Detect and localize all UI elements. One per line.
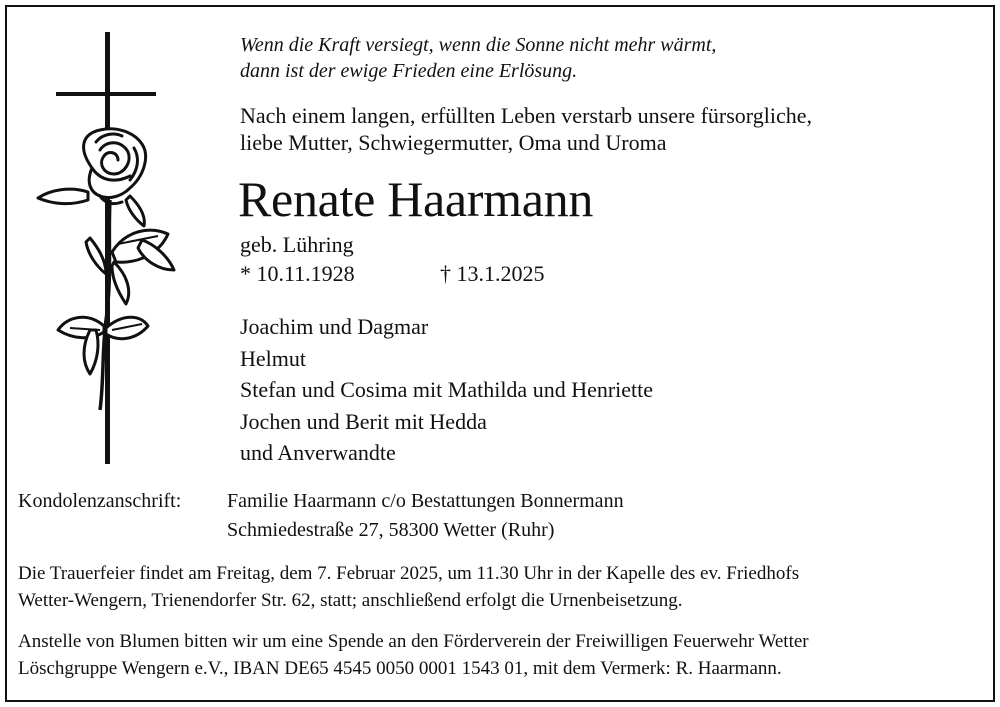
donation-line-2: Löschgruppe Wengern e.V., IBAN DE65 4545 0050 0001 1543 01, mit dem Vermerk: R. Haarmann. [18,658,782,679]
funeral-line-1: Die Trauerfeier findet am Freitag, dem 7. Februar 2025, um 11.30 Uhr in der Kapelle des ev. Friedhofs [18,563,800,584]
list-item: Joachim und Dagmar [240,314,429,339]
condolence-label: Kondolenzanschrift: [18,490,182,512]
birth-date: * 10.11.1928 [240,261,355,286]
condolence-line-1: Familie Haarmann c/o Bestattungen Bonnermann [227,490,624,512]
birth-name: geb. Lühring [240,232,354,257]
intro-line-2: liebe Mutter, Schwiegermutter, Oma und Uroma [240,130,667,155]
condolence-line-2: Schmiedestraße 27, 58300 Wetter (Ruhr) [227,519,555,541]
mourners-list [240,311,653,469]
funeral-line-2: Wetter-Wengern, Trienendorfer Str. 62, statt; anschließend erfolgt die Urnenbeisetzung. [18,590,683,611]
list-item: Stefan und Cosima mit Mathilda und Henriette [240,377,654,402]
intro-text [240,102,812,156]
donation-info [18,628,809,682]
condolence-address [227,487,624,545]
list-item: Helmut [240,345,306,371]
death-date: † 13.1.2025 [440,261,545,286]
list-item: und Anverwandte [240,440,396,465]
donation-line-1: Anstelle von Blumen bitten wir um eine Spende an den Förderverein der Freiwilligen Feuerwehr Wetter [18,631,809,652]
cross-with-rose-icon [30,30,190,470]
list-item: Jochen und Berit mit Hedda [240,408,487,434]
life-dates [240,260,545,288]
deceased-name: Renate Haarmann [238,171,594,227]
motto-line-1: Wenn die Kraft versiegt, wenn die Sonne nicht mehr wärmt, [240,34,717,56]
funeral-info [18,560,799,614]
motto-line-2: dann ist der ewige Frieden eine Erlösung. [240,60,578,82]
intro-line-1: Nach einem langen, erfüllten Leben verstarb unsere fürsorgliche, [240,103,812,128]
motto [240,32,716,84]
